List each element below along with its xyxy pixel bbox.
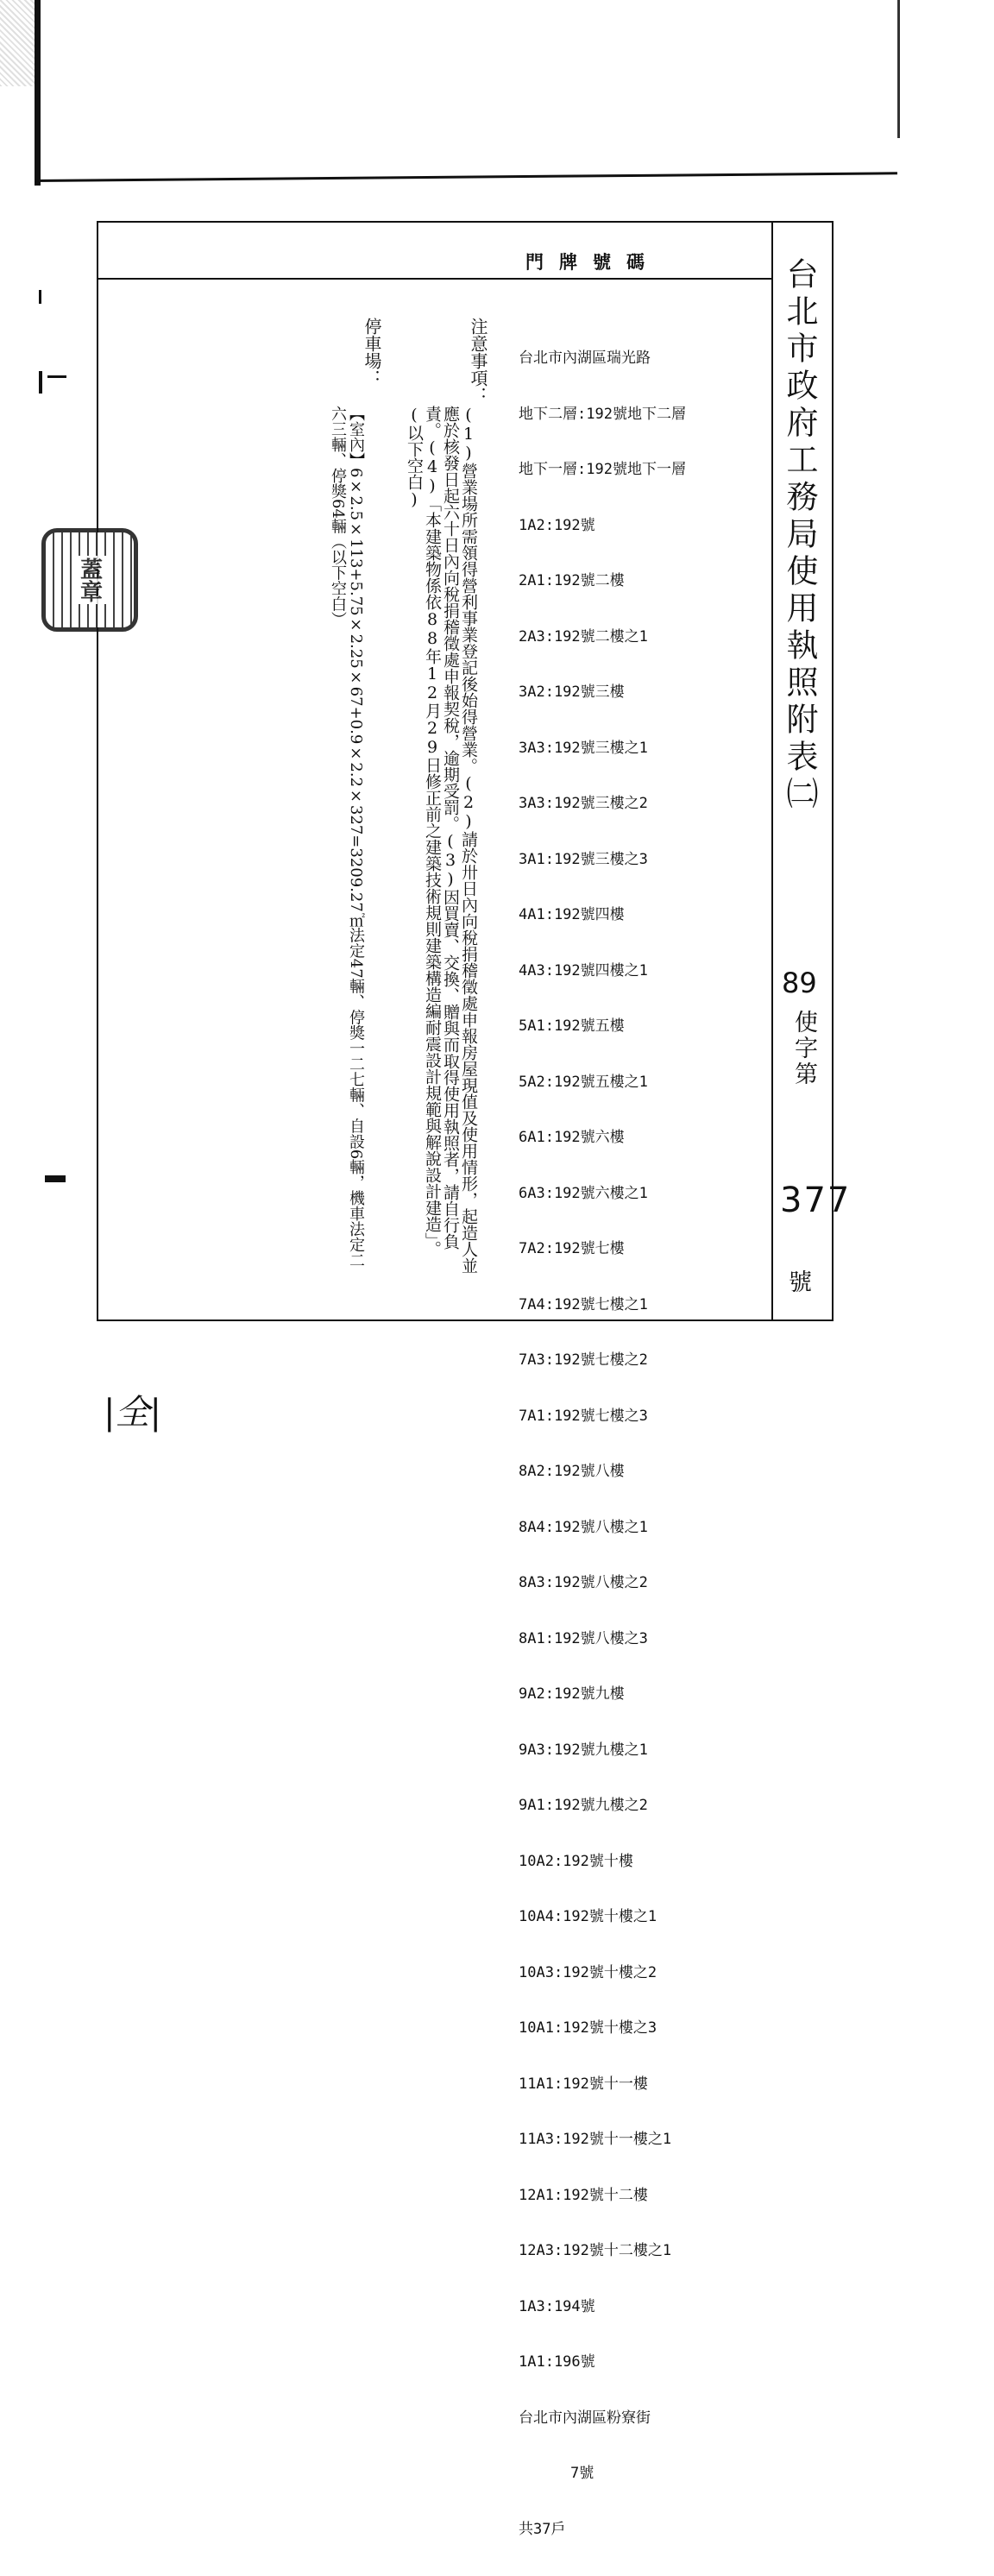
notes-text: (1)營業場所需領得營利事業登記後始得營業。(2)請於卅日內向稅捐稽徵處申報房屋現值及使用情形，起造人並應於核發日起六十日內向稅捐稽徵處申報契稅，逾期受罰。(3)因買賣、交換、贈與而取得使用執照者，請自行負責。(4)「本建築物係依88年12月29日修正前之建築技術規則建築構造編耐震設計規範與解說設計建造」。(以下空白) xyxy=(405,406,478,1274)
scan-edge-right xyxy=(897,0,900,138)
door-number-line: 地下一層:192號地下一層 xyxy=(519,461,686,478)
scan-noise xyxy=(0,0,35,86)
door-number-line: 3A3:192號三樓之1 xyxy=(519,739,648,757)
door-number-line: 10A3:192號十樓之2 xyxy=(519,1963,657,1981)
door-number-line: 3A1:192號三樓之3 xyxy=(519,850,648,868)
door-number-line: 2A1:192號二樓 xyxy=(519,572,625,589)
door-number-line: 11A3:192號十一樓之1 xyxy=(519,2131,672,2148)
handwritten-mark: |全| xyxy=(104,1393,161,1433)
door-number-line: 8A2:192號八樓 xyxy=(519,1463,625,1480)
door-number-line: 9A3:192號九樓之1 xyxy=(519,1741,648,1759)
margin-mark xyxy=(45,1175,66,1182)
door-number-line: 4A1:192號四樓 xyxy=(519,906,625,923)
door-number-line: 1A2:192號 xyxy=(519,516,595,534)
door-number-line: 7A3:192號七樓之2 xyxy=(519,1351,648,1369)
license-year: 89 xyxy=(782,967,817,999)
door-number-line: 10A4:192號十樓之1 xyxy=(519,1908,657,1925)
door-number-subline: 7號 xyxy=(570,2465,595,2482)
notes-label: 注意事項： xyxy=(468,318,488,404)
door-number-line: 4A3:192號四樓之1 xyxy=(519,961,648,979)
door-number-line: 8A4:192號八樓之1 xyxy=(519,1518,648,1536)
door-number-line: 12A3:192號十二樓之1 xyxy=(519,2242,672,2259)
door-number-list xyxy=(519,312,686,2576)
license-prefix: 使字第 xyxy=(790,1010,817,1087)
seal-text: 蓋章 xyxy=(72,556,108,604)
official-seal xyxy=(41,528,138,632)
door-number-line: 台北市內湖區瑞光路 xyxy=(519,350,651,367)
scan-edge-top xyxy=(35,172,897,182)
parking-text: 【室內】6×2.5×113+5.75×2.25×67+0.9×2.2×327=3209.27㎡法定47輛、停獎一二七輛、自設6輛，機車法定二六三輛、停獎64輛（以下空白） xyxy=(329,406,365,1269)
door-number-line: 6A1:192號六樓 xyxy=(519,1129,625,1146)
door-number-line: 9A2:192號九樓 xyxy=(519,1685,625,1703)
door-number-line: 7A2:192號七樓 xyxy=(519,1240,625,1257)
door-number-line: 11A1:192號十一樓 xyxy=(519,2075,648,2093)
door-number-line: 8A1:192號八樓之3 xyxy=(519,1629,648,1647)
door-number-line: 1A1:196號 xyxy=(519,2353,595,2371)
margin-mark xyxy=(39,371,42,394)
door-number-line: 7A4:192號七樓之1 xyxy=(519,1295,648,1313)
margin-mark xyxy=(47,375,66,378)
license-number: 377 xyxy=(780,1181,852,1220)
title-column xyxy=(771,223,852,1319)
door-number-line: 3A2:192號三樓 xyxy=(519,683,625,701)
door-number-line: 5A1:192號五樓 xyxy=(519,1017,625,1035)
license-attachment-table xyxy=(97,221,852,2538)
door-number-line: 2A3:192號二樓之1 xyxy=(519,627,648,646)
scan-edge-left xyxy=(35,0,41,186)
door-number-header-row xyxy=(98,223,771,280)
door-number-line: 1A3:194號 xyxy=(519,2297,595,2315)
door-number-total: 共37戶 xyxy=(519,2520,566,2538)
door-number-line: 3A3:192號三樓之2 xyxy=(519,795,648,812)
door-number-line: 10A1:192號十樓之3 xyxy=(519,2019,657,2037)
door-number-header: 門牌號碼 xyxy=(525,251,660,273)
document-title: 台北市政府工務局使用執照附表㈡ xyxy=(781,257,818,814)
margin-mark xyxy=(39,290,41,304)
license-suffix: 號 xyxy=(789,1269,812,1296)
door-number-line: 台北市內湖區粉寮街 xyxy=(519,2409,651,2427)
door-number-line: 地下二層:192號地下二層 xyxy=(519,405,686,423)
door-number-line: 10A2:192號十樓 xyxy=(519,1852,633,1870)
door-number-line: 9A1:192號九樓之2 xyxy=(519,1797,648,1814)
door-number-line: 8A3:192號八樓之2 xyxy=(519,1574,648,1591)
door-number-line: 12A1:192號十二樓 xyxy=(519,2186,648,2204)
door-number-line: 5A2:192號五樓之1 xyxy=(519,1073,648,1091)
parking-label: 停車場： xyxy=(362,318,382,387)
door-number-line: 6A3:192號六樓之1 xyxy=(519,1184,648,1202)
door-number-line: 7A1:192號七樓之3 xyxy=(519,1407,648,1425)
